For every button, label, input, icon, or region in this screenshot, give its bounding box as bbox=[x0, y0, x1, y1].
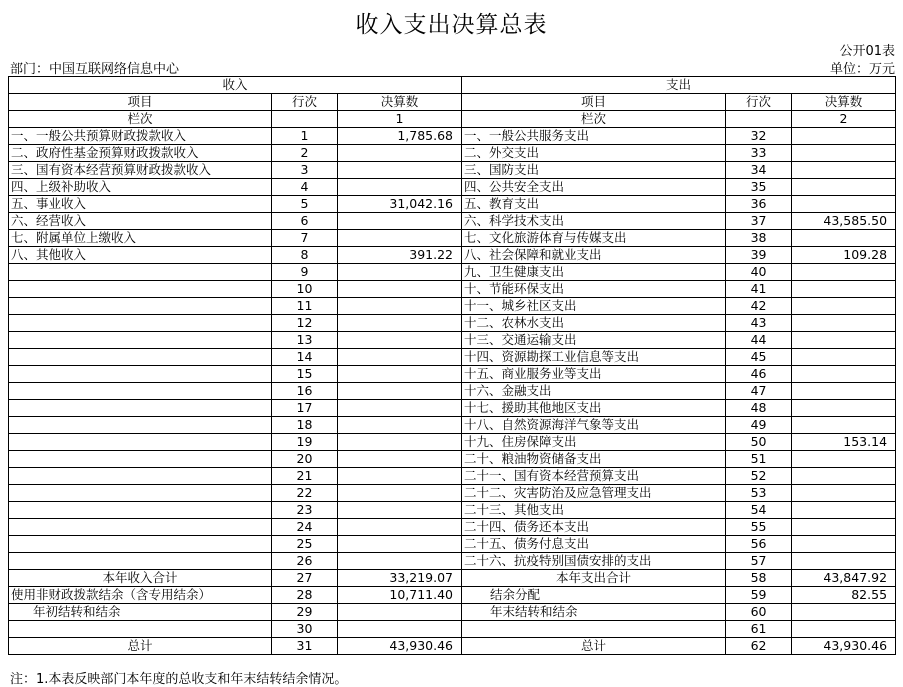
expenditure-item: 二十二、灾害防治及应急管理支出 bbox=[462, 485, 726, 502]
income-line: 3 bbox=[272, 162, 338, 179]
expenditure-amount bbox=[792, 502, 896, 519]
income-amount bbox=[338, 349, 462, 366]
table-row bbox=[9, 400, 896, 417]
expenditure-item: 十五、商业服务业等支出 bbox=[462, 366, 726, 383]
income-item bbox=[9, 451, 272, 468]
expenditure-line: 48 bbox=[726, 400, 792, 417]
income-amount: 1,785.68 bbox=[338, 128, 462, 145]
income-amount bbox=[338, 315, 462, 332]
expenditure-line: 54 bbox=[726, 502, 792, 519]
income-line: 16 bbox=[272, 383, 338, 400]
income-item bbox=[9, 281, 272, 298]
income-line: 11 bbox=[272, 298, 338, 315]
expenditure-amount bbox=[792, 536, 896, 553]
income-item bbox=[9, 383, 272, 400]
table-row bbox=[9, 417, 896, 434]
income-item: 四、上级补助收入 bbox=[9, 179, 272, 196]
income-item bbox=[9, 502, 272, 519]
income-line: 9 bbox=[272, 264, 338, 281]
empty-cell bbox=[726, 111, 792, 128]
income-item: 五、事业收入 bbox=[9, 196, 272, 213]
expenditure-line: 51 bbox=[726, 451, 792, 468]
income-amount bbox=[338, 468, 462, 485]
expenditure-line: 57 bbox=[726, 553, 792, 570]
expenditure-line: 39 bbox=[726, 247, 792, 264]
expenditure-item: 六、科学技术支出 bbox=[462, 213, 726, 230]
expenditure-item: 四、公共安全支出 bbox=[462, 179, 726, 196]
table-row bbox=[9, 553, 896, 570]
income-item: 三、国有资本经营预算财政拨款收入 bbox=[9, 162, 272, 179]
expenditure-item: 十六、金融支出 bbox=[462, 383, 726, 400]
income-summary-line: 28 bbox=[272, 587, 338, 604]
table-row bbox=[9, 383, 896, 400]
income-amount: 31,042.16 bbox=[338, 196, 462, 213]
expenditure-line: 41 bbox=[726, 281, 792, 298]
expenditure-item: 十二、农林水支出 bbox=[462, 315, 726, 332]
summary-row bbox=[9, 621, 896, 638]
income-line: 8 bbox=[272, 247, 338, 264]
expenditure-amount bbox=[792, 417, 896, 434]
income-amount bbox=[338, 332, 462, 349]
income-summary-line: 31 bbox=[272, 638, 338, 655]
expenditure-line: 55 bbox=[726, 519, 792, 536]
expenditure-line: 52 bbox=[726, 468, 792, 485]
expenditure-summary-item bbox=[462, 621, 726, 638]
table-row bbox=[9, 247, 896, 264]
expenditure-amount bbox=[792, 264, 896, 281]
table-row bbox=[9, 298, 896, 315]
income-column-number: 1 bbox=[338, 111, 462, 128]
column-header-row bbox=[9, 94, 896, 111]
expenditure-line: 42 bbox=[726, 298, 792, 315]
expenditure-amount bbox=[792, 468, 896, 485]
income-summary-amount bbox=[338, 604, 462, 621]
expenditure-item: 二十六、抗疫特别国债安排的支出 bbox=[462, 553, 726, 570]
income-section-header: 收入 bbox=[9, 77, 462, 94]
expenditure-amount: 109.28 bbox=[792, 247, 896, 264]
expenditure-line-header: 行次 bbox=[726, 94, 792, 111]
expenditure-line: 36 bbox=[726, 196, 792, 213]
expenditure-line: 47 bbox=[726, 383, 792, 400]
income-amount-header: 决算数 bbox=[338, 94, 462, 111]
expenditure-amount bbox=[792, 281, 896, 298]
expenditure-amount bbox=[792, 162, 896, 179]
income-item: 六、经营收入 bbox=[9, 213, 272, 230]
table-row bbox=[9, 366, 896, 383]
income-amount bbox=[338, 281, 462, 298]
income-line: 24 bbox=[272, 519, 338, 536]
table-row bbox=[9, 179, 896, 196]
expenditure-amount bbox=[792, 400, 896, 417]
expenditure-item: 二十三、其他支出 bbox=[462, 502, 726, 519]
expenditure-line: 35 bbox=[726, 179, 792, 196]
expenditure-item: 二、外交支出 bbox=[462, 145, 726, 162]
expenditure-summary-item: 年末结转和结余 bbox=[462, 604, 726, 621]
summary-row bbox=[9, 570, 896, 587]
expenditure-line: 56 bbox=[726, 536, 792, 553]
column-label-row bbox=[9, 111, 896, 128]
empty-cell bbox=[272, 111, 338, 128]
expenditure-summary-amount bbox=[792, 604, 896, 621]
expenditure-line: 37 bbox=[726, 213, 792, 230]
summary-row bbox=[9, 604, 896, 621]
page-title: 收入支出决算总表 bbox=[355, 12, 548, 38]
expenditure-summary-line: 58 bbox=[726, 570, 792, 587]
table-row bbox=[9, 281, 896, 298]
table-row bbox=[9, 332, 896, 349]
expenditure-amount bbox=[792, 179, 896, 196]
expenditure-item: 十、节能环保支出 bbox=[462, 281, 726, 298]
income-summary-amount: 33,219.07 bbox=[338, 570, 462, 587]
income-amount bbox=[338, 553, 462, 570]
income-item bbox=[9, 349, 272, 366]
expenditure-item: 二十五、债务付息支出 bbox=[462, 536, 726, 553]
table-row bbox=[9, 519, 896, 536]
income-item: 一、一般公共预算财政拨款收入 bbox=[9, 128, 272, 145]
table-row bbox=[9, 213, 896, 230]
expenditure-summary-line: 61 bbox=[726, 621, 792, 638]
income-amount bbox=[338, 145, 462, 162]
expenditure-item: 十七、援助其他地区支出 bbox=[462, 400, 726, 417]
table-row bbox=[9, 128, 896, 145]
expenditure-line: 32 bbox=[726, 128, 792, 145]
table-row bbox=[9, 451, 896, 468]
expenditure-line: 38 bbox=[726, 230, 792, 247]
expenditure-line: 53 bbox=[726, 485, 792, 502]
income-line: 26 bbox=[272, 553, 338, 570]
income-amount bbox=[338, 383, 462, 400]
expenditure-summary-line: 60 bbox=[726, 604, 792, 621]
income-summary-item: 年初结转和结余 bbox=[9, 604, 272, 621]
table-row bbox=[9, 264, 896, 281]
income-item bbox=[9, 298, 272, 315]
income-summary-amount: 43,930.46 bbox=[338, 638, 462, 655]
income-summary-item: 本年收入合计 bbox=[9, 570, 272, 587]
income-line: 21 bbox=[272, 468, 338, 485]
table-row bbox=[9, 349, 896, 366]
expenditure-summary-line: 59 bbox=[726, 587, 792, 604]
expenditure-amount bbox=[792, 451, 896, 468]
income-amount bbox=[338, 366, 462, 383]
income-summary-item bbox=[9, 621, 272, 638]
expenditure-line: 43 bbox=[726, 315, 792, 332]
income-line: 18 bbox=[272, 417, 338, 434]
section-header-row bbox=[9, 77, 896, 94]
expenditure-amount bbox=[792, 298, 896, 315]
income-line: 7 bbox=[272, 230, 338, 247]
income-amount bbox=[338, 179, 462, 196]
expenditure-amount: 153.14 bbox=[792, 434, 896, 451]
expenditure-amount bbox=[792, 145, 896, 162]
expenditure-line: 50 bbox=[726, 434, 792, 451]
income-amount bbox=[338, 230, 462, 247]
income-line: 19 bbox=[272, 434, 338, 451]
income-amount bbox=[338, 298, 462, 315]
table-row bbox=[9, 485, 896, 502]
income-amount bbox=[338, 451, 462, 468]
expenditure-item: 十八、自然资源海洋气象等支出 bbox=[462, 417, 726, 434]
department-label: 部门：中国互联网络信息中心 bbox=[10, 62, 180, 77]
expenditure-summary-line: 62 bbox=[726, 638, 792, 655]
expenditure-item: 二十、粮油物资储备支出 bbox=[462, 451, 726, 468]
expenditure-line: 49 bbox=[726, 417, 792, 434]
income-amount bbox=[338, 213, 462, 230]
expenditure-line: 33 bbox=[726, 145, 792, 162]
income-line: 14 bbox=[272, 349, 338, 366]
expenditure-summary-item: 结余分配 bbox=[462, 587, 726, 604]
income-summary-item: 使用非财政拨款结余（含专用结余） bbox=[9, 587, 272, 604]
income-amount bbox=[338, 502, 462, 519]
income-line: 10 bbox=[272, 281, 338, 298]
income-amount bbox=[338, 400, 462, 417]
income-line: 23 bbox=[272, 502, 338, 519]
income-line-header: 行次 bbox=[272, 94, 338, 111]
income-amount: 391.22 bbox=[338, 247, 462, 264]
income-amount bbox=[338, 519, 462, 536]
expenditure-item: 二十一、国有资本经营预算支出 bbox=[462, 468, 726, 485]
expenditure-amount bbox=[792, 366, 896, 383]
expenditure-section-header: 支出 bbox=[462, 77, 896, 94]
income-line: 13 bbox=[272, 332, 338, 349]
expenditure-line: 34 bbox=[726, 162, 792, 179]
income-item bbox=[9, 417, 272, 434]
table-row bbox=[9, 162, 896, 179]
income-line: 25 bbox=[272, 536, 338, 553]
expenditure-item: 九、卫生健康支出 bbox=[462, 264, 726, 281]
expenditure-amount bbox=[792, 485, 896, 502]
expenditure-line: 45 bbox=[726, 349, 792, 366]
income-summary-line: 27 bbox=[272, 570, 338, 587]
income-amount bbox=[338, 417, 462, 434]
income-amount bbox=[338, 536, 462, 553]
footnote: 注：1.本表反映部门本年度的总收支和年末结转结余情况。 bbox=[10, 672, 348, 687]
income-amount bbox=[338, 162, 462, 179]
table-row bbox=[9, 230, 896, 247]
expenditure-item: 十三、交通运输支出 bbox=[462, 332, 726, 349]
expenditure-summary-amount: 43,930.46 bbox=[792, 638, 896, 655]
expenditure-summary-amount: 82.55 bbox=[792, 587, 896, 604]
expenditure-amount: 43,585.50 bbox=[792, 213, 896, 230]
income-line: 2 bbox=[272, 145, 338, 162]
expenditure-item: 三、国防支出 bbox=[462, 162, 726, 179]
income-item-header: 项目 bbox=[9, 94, 272, 111]
expenditure-item: 一、一般公共服务支出 bbox=[462, 128, 726, 145]
income-item bbox=[9, 536, 272, 553]
income-summary-item: 总计 bbox=[9, 638, 272, 655]
summary-row bbox=[9, 587, 896, 604]
table-row bbox=[9, 196, 896, 213]
income-summary-amount: 10,711.40 bbox=[338, 587, 462, 604]
income-item: 二、政府性基金预算财政拨款收入 bbox=[9, 145, 272, 162]
expenditure-amount bbox=[792, 349, 896, 366]
income-line: 6 bbox=[272, 213, 338, 230]
income-item bbox=[9, 332, 272, 349]
income-line: 4 bbox=[272, 179, 338, 196]
expenditure-item: 五、教育支出 bbox=[462, 196, 726, 213]
income-amount bbox=[338, 434, 462, 451]
expenditure-amount bbox=[792, 230, 896, 247]
expenditure-amount bbox=[792, 383, 896, 400]
expenditure-item-header: 项目 bbox=[462, 94, 726, 111]
income-line: 1 bbox=[272, 128, 338, 145]
income-item bbox=[9, 468, 272, 485]
table-row bbox=[9, 145, 896, 162]
income-line: 20 bbox=[272, 451, 338, 468]
expenditure-summary-amount: 43,847.92 bbox=[792, 570, 896, 587]
expenditure-amount bbox=[792, 332, 896, 349]
expenditure-line: 40 bbox=[726, 264, 792, 281]
income-item bbox=[9, 264, 272, 281]
table-row bbox=[9, 468, 896, 485]
expenditure-summary-item: 本年支出合计 bbox=[462, 570, 726, 587]
income-summary-line: 29 bbox=[272, 604, 338, 621]
income-summary-line: 30 bbox=[272, 621, 338, 638]
income-expenditure-table bbox=[8, 76, 896, 655]
income-item bbox=[9, 434, 272, 451]
expenditure-summary-item: 总计 bbox=[462, 638, 726, 655]
expenditure-line: 44 bbox=[726, 332, 792, 349]
expenditure-amount bbox=[792, 519, 896, 536]
expenditure-item: 七、文化旅游体育与传媒支出 bbox=[462, 230, 726, 247]
income-line: 5 bbox=[272, 196, 338, 213]
expenditure-amount bbox=[792, 553, 896, 570]
expenditure-column-number: 2 bbox=[792, 111, 896, 128]
expenditure-amount bbox=[792, 128, 896, 145]
income-item bbox=[9, 485, 272, 502]
table-row bbox=[9, 434, 896, 451]
unit-label: 单位：万元 bbox=[829, 62, 895, 77]
expenditure-item: 十九、住房保障支出 bbox=[462, 434, 726, 451]
expenditure-amount bbox=[792, 315, 896, 332]
income-summary-amount bbox=[338, 621, 462, 638]
expenditure-column-label: 栏次 bbox=[462, 111, 726, 128]
income-item bbox=[9, 366, 272, 383]
income-amount bbox=[338, 485, 462, 502]
income-line: 17 bbox=[272, 400, 338, 417]
expenditure-amount bbox=[792, 196, 896, 213]
expenditure-amount-header: 决算数 bbox=[792, 94, 896, 111]
expenditure-item: 十一、城乡社区支出 bbox=[462, 298, 726, 315]
income-item bbox=[9, 519, 272, 536]
form-number: 公开01表 bbox=[839, 44, 895, 59]
table-row bbox=[9, 315, 896, 332]
expenditure-line: 46 bbox=[726, 366, 792, 383]
table-row bbox=[9, 536, 896, 553]
expenditure-summary-amount bbox=[792, 621, 896, 638]
income-item: 七、附属单位上缴收入 bbox=[9, 230, 272, 247]
income-column-label: 栏次 bbox=[9, 111, 272, 128]
income-item bbox=[9, 315, 272, 332]
income-line: 15 bbox=[272, 366, 338, 383]
income-item bbox=[9, 553, 272, 570]
income-line: 12 bbox=[272, 315, 338, 332]
expenditure-item: 八、社会保障和就业支出 bbox=[462, 247, 726, 264]
expenditure-item: 十四、资源勘探工业信息等支出 bbox=[462, 349, 726, 366]
income-amount bbox=[338, 264, 462, 281]
expenditure-item: 二十四、债务还本支出 bbox=[462, 519, 726, 536]
income-item: 八、其他收入 bbox=[9, 247, 272, 264]
income-item bbox=[9, 400, 272, 417]
summary-row bbox=[9, 638, 896, 655]
table-row bbox=[9, 502, 896, 519]
income-line: 22 bbox=[272, 485, 338, 502]
